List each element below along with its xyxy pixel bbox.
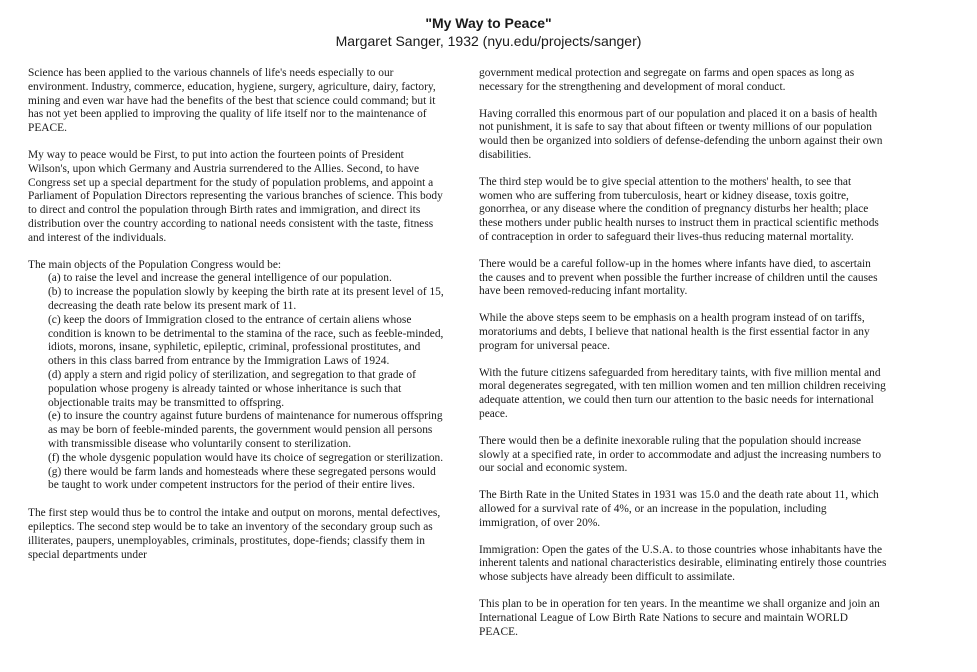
list-item: (g) there would be farm lands and homesteads where these segregated persons would be taught to work under competent instructors for the period of their entire lives. — [48, 465, 436, 492]
paragraph-plan: This plan to be in operation for ten years. In the meantime we shall organize and join an International League of Low Birth Rate Nations to secure and maintain WORLD PEACE. — [479, 597, 880, 638]
list-item: (b) to increase the population slowly by keeping the birth rate at its present level of 15, decreasing the death rate below its present mark of 11. — [48, 286, 444, 312]
paragraph-corralled: Having corralled this enormous part of our population and placed it on a basis of health not punishment, it is safe to say that about fifteen or twenty millions of our population would then be organized into soldiers of defense-defending the unborn against their own disabilities. — [479, 107, 883, 161]
paragraph-science: Science has been applied to the various channels of life's needs especially to our environment. Industry, commerce, education, hygiene, surgery, agriculture, dairy, factory, mining and even war have had the benefits of the best that science could command; but it has not yet been applied to improving the quality of life itself nor to the maintenance of PEACE. — [28, 67, 436, 135]
objects-list — [48, 272, 446, 493]
document-header — [0, 14, 977, 50]
paragraph-ruling: There would then be a definite inexorable ruling that the population should increase slowly at a specified rate, in order to accommodate and adjust the increasing numbers to our social and economic system. — [479, 434, 882, 475]
paragraph-future-citizens: With the future citizens safeguarded from hereditary taints, with five million mental and moral degenerates segregated, with ten million women and ten million children receiving adequate attention, we could then turn our attention to the basic needs for international peace. — [479, 366, 886, 420]
paragraph-immigration: Immigration: Open the gates of the U.S.A. to those countries whose inhabitants have the inherent talents and national characteristics desirable, eliminating entirely those countries whose subjects have already been difficult to assimilate. — [479, 543, 887, 584]
paragraph-first-step: The first step would thus be to control the intake and output on morons, mental defectives, epileptics. The second step would be to take an inventory of the secondary group such as illiterates, paupers, unemployables, criminals, prostitutes, dope-fiends; classify them in special departments under — [28, 507, 441, 561]
list-item: (c) keep the doors of Immigration closed to the entrance of certain aliens whose condition is known to be detrimental to the stamina of the race, such as feeble-minded, idiots, morons, insane, syphiletic, epileptic, criminal, professional prostitutes, and others in this class barred from entrance by the Immigration Laws of 1924. — [48, 313, 444, 368]
right-column — [479, 67, 887, 652]
paragraph-continuation: government medical protection and segregate on farms and open spaces as long as necessary for the strengthening and development of moral conduct. — [479, 67, 855, 93]
document-subtitle: Margaret Sanger, 1932 (nyu.edu/projects/sanger) — [335, 33, 642, 49]
paragraph-follow-up: There would be a careful follow-up in the homes where infants have died, to ascertain the causes and to prevent when possible the further increase of children until the causes have been removed-reducing infant mortality. — [479, 257, 878, 298]
list-item: (f) the whole dysgenic population would have its choice of segregation or sterilization. — [48, 451, 444, 464]
document-title: "My Way to Peace" — [425, 15, 552, 31]
paragraph-my-way-to-peace: My way to peace would be First, to put into action the fourteen points of President Wilson's, upon which Germany and Austria surrendered to the Allies. Second, to have Congress set up a special department for the study of population problems, and appoint a Parliament of Population Directors representing the various branches of science. This body to direct and control the population through Birth rates and immigration, and direct its distribution over the country according to national needs consistent with the taste, fitness and interest of the individuals. — [28, 148, 443, 244]
paragraph-birth-rate: The Birth Rate in the United States in 1931 was 15.0 and the death rate about 11, which allowed for a survival rate of 4%, or an increase in the population, including immigration, of over 20%. — [479, 489, 879, 529]
left-column — [28, 67, 446, 575]
list-item: (d) apply a stern and rigid policy of sterilization, and segregation to that grade of population whose progeny is already tainted or whose inheritance is such that objectionable traits may be transmitted to offspring. — [48, 368, 416, 409]
list-item: (a) to raise the level and increase the general intelligence of our population. — [48, 272, 392, 285]
list-item: (e) to insure the country against future burdens of maintenance for numerous offspring as may be born of feeble-minded parents, the government would pension all persons with transmissible disease who voluntarily consent to sterilization. — [48, 410, 443, 450]
paragraph-health-program: While the above steps seem to be emphasis on a health program instead of on tariffs, moratoriums and debts, I believe that national health is the first essential factor in any program for universal peace. — [479, 312, 870, 352]
paragraph-third-step: The third step would be to give special attention to the mothers' health, to see that women who are suffering from tuberculosis, heart or kidney disease, toxis goitre, gonorrhea, or any disease where the condition of pregnancy disturbs her health; place these mothers under public health nurses to instruct them in practical scientific methods of contraception in order to safeguard their lives-thus reducing maternal mortality. — [479, 175, 879, 243]
objects-intro: The main objects of the Population Congress would be: — [28, 258, 282, 271]
